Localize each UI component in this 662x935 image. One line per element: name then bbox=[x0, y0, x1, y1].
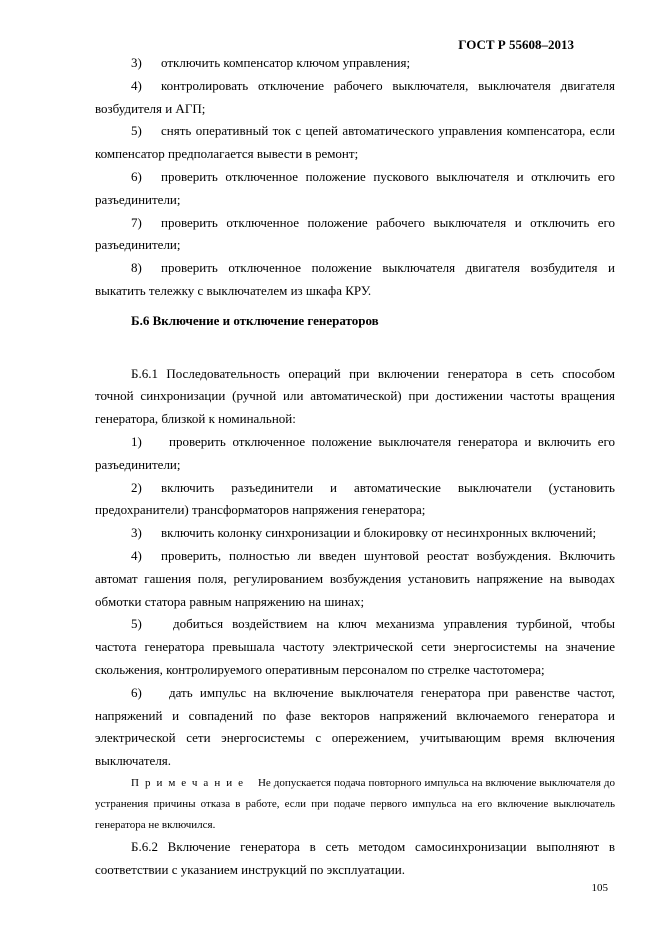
list-item-number: 8) bbox=[131, 260, 142, 276]
list-item-text: включить разъединители и автоматические выключатели (установить предохранители) трансформаторов напряжения генератора; bbox=[95, 479, 615, 518]
list-item bbox=[95, 166, 615, 212]
list-item-number: 5) bbox=[131, 123, 142, 139]
list-item-number: 3) bbox=[131, 525, 142, 541]
list-item-text: проверить отключенное положение выключателя генератора и включить его разъединители; bbox=[95, 433, 615, 472]
note-paragraph bbox=[95, 773, 615, 836]
paragraph-b6-1: Б.6.1 Последовательность операций при включении генератора в сеть способом точной синхронизации (ручной или автоматической) при достижении частоты вращения генератора, близкой к номинальной: bbox=[95, 365, 615, 427]
list-item bbox=[95, 545, 615, 613]
list-item-number: 6) bbox=[131, 168, 142, 184]
list-item bbox=[95, 52, 615, 75]
list-item-number: 4) bbox=[131, 77, 142, 93]
list-item-text: проверить отключенное положение рабочего выключателя и отключить его разъединители; bbox=[95, 214, 615, 253]
list-item-text: проверить отключенное положение пускового выключателя и отключить его разъединители; bbox=[95, 168, 615, 207]
list-item-text: проверить отключенное положение выключателя двигателя возбудителя и выкатить тележку с выключателем из шкафа КРУ. bbox=[95, 260, 615, 298]
page-number: 105 bbox=[591, 882, 608, 894]
list-item bbox=[95, 431, 615, 477]
list-item bbox=[95, 682, 615, 773]
list-item bbox=[95, 120, 615, 166]
list-item bbox=[95, 522, 615, 545]
list-b bbox=[95, 431, 615, 773]
list-item-text: снять оперативный ток с цепей автоматического управления компенсатора, если компенсатор предполагается вывести в ремонт; bbox=[95, 123, 615, 162]
list-item-number: 3) bbox=[131, 55, 142, 70]
note-text: Не допускается подача повторного импульса на включение выключателя до устранения причины отказа в работе, если при подаче первого импульса на его включение выключатель генератора не включился. bbox=[95, 776, 615, 831]
document-id-header: ГОСТ Р 55608–2013 bbox=[458, 37, 574, 52]
section-heading: Б.6 Включение и отключение генераторов bbox=[131, 312, 379, 328]
list-item-text: дать импульс на включение выключателя генератора при равенстве частот, напряжений и совпадений по фазе векторов напряжений включаемого генератора и электрической сети энергосистемы с опережением, учитывающим время включения выключателя. bbox=[95, 684, 615, 769]
list-item bbox=[95, 613, 615, 681]
vertical-spacer bbox=[95, 333, 615, 363]
list-item-text: отключить компенсатор ключом управления; bbox=[161, 55, 411, 70]
list-item bbox=[95, 257, 615, 303]
paragraph-b6-2: Б.6.2 Включение генератора в сеть методом самосинхронизации выполняют в соответствии с указанием инструкций по эксплуатации. bbox=[95, 838, 615, 877]
list-item-number: 2) bbox=[131, 479, 142, 495]
list-item-number: 7) bbox=[131, 214, 142, 230]
page-body bbox=[95, 52, 615, 882]
list-item-number: 5) bbox=[131, 616, 142, 632]
list-item-text: добиться воздействием на ключ механизма управления турбиной, чтобы частота генератора превышала частоту электрической сети энергосистемы на значение скольжения, контролируемого оперативным персоналом по стрелке частотомера; bbox=[95, 616, 615, 677]
list-item-number: 1) bbox=[131, 433, 142, 449]
list-item-text: проверить, полностью ли введен шунтовой реостат возбуждения. Включить автомат гашения поля, регулированием возбуждения установить напряжение на выводах обмотки статора равным напряжению на шинах; bbox=[95, 547, 615, 609]
list-a bbox=[95, 52, 615, 303]
list-item bbox=[95, 212, 615, 258]
list-item-text: контролировать отключение рабочего выключателя, выключателя двигателя возбудителя и АГП; bbox=[95, 77, 615, 116]
note-label: Примечание bbox=[131, 776, 249, 789]
list-item-text: включить колонку синхронизации и блокировку от несинхронных включений; bbox=[161, 525, 597, 541]
list-item-number: 4) bbox=[131, 547, 142, 563]
list-item bbox=[95, 477, 615, 523]
list-item bbox=[95, 75, 615, 121]
list-item-number: 6) bbox=[131, 684, 142, 700]
